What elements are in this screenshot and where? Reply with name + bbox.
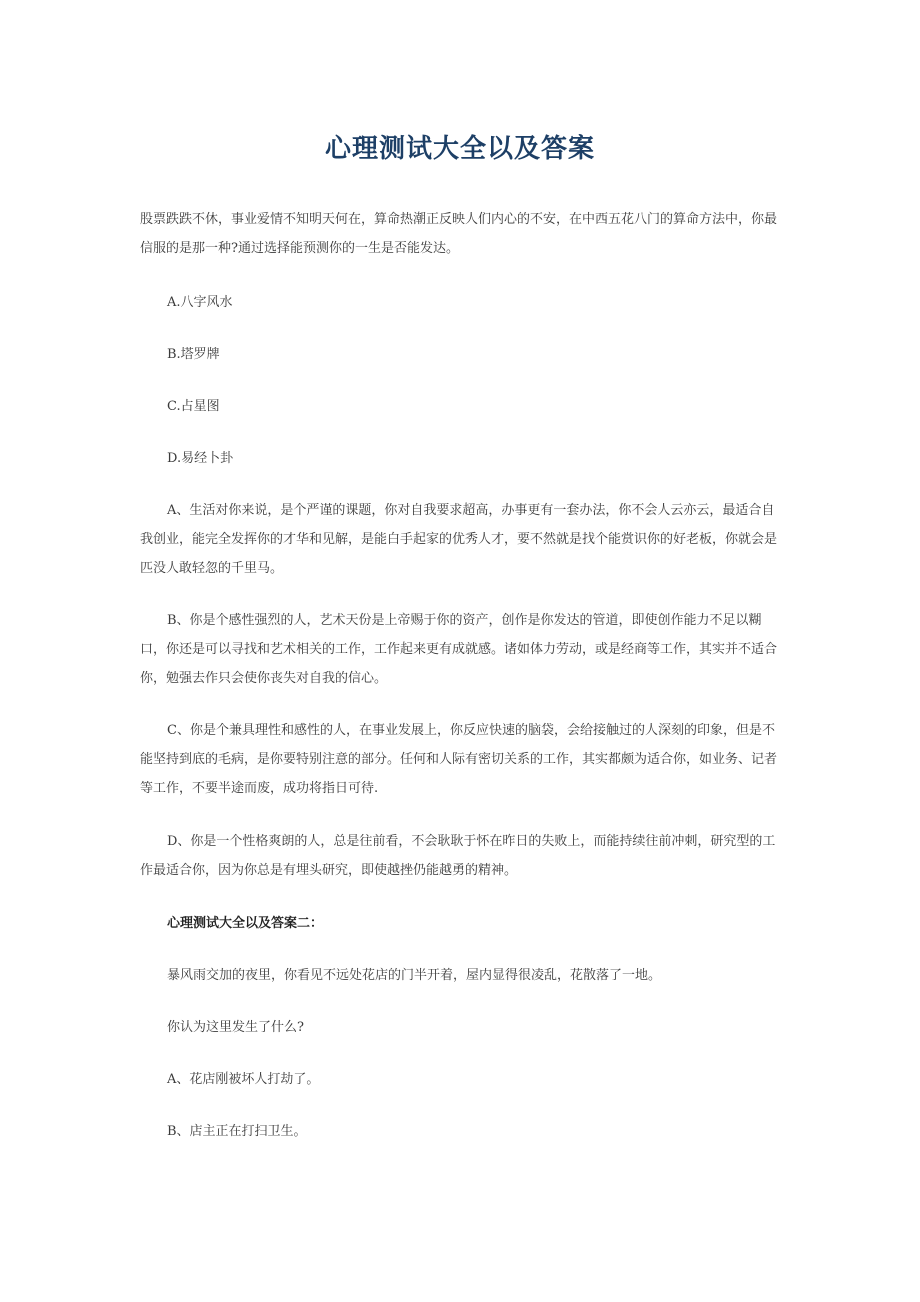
section2-question: 你认为这里发生了什么? [167, 1020, 304, 1035]
option-b: B.塔罗牌 [167, 347, 220, 362]
section2-option-b: B、店主正在打扫卫生。 [167, 1124, 307, 1139]
option-c: C.占星图 [167, 399, 220, 414]
section2-scene: 暴风雨交加的夜里，你看见不远处花店的门半开着，屋内显得很凌乱，花散落了一地。 [167, 968, 662, 983]
answer-a-paragraph: A、生活对你来说，是个严谨的课题，你对自我要求超高，办事更有一套办法，你不会人云亦云，最适合自我创业，能完全发挥你的才华和见解，是能白手起家的优秀人才，要不然就是找个能赏识你的好老板，你就会是匹没人敢轻忽的千里马。 [140, 503, 778, 576]
intro-paragraph: 股票跌跌不休，事业爱情不知明天何在，算命热潮正反映人们内心的不安，在中西五花八门的算命方法中，你最信服的是那一种?通过选择能预测你的一生是否能发达。 [140, 212, 778, 256]
section2-option-a: A、花店刚被坏人打劫了。 [167, 1072, 320, 1087]
page-title: 心理测试大全以及答案 [324, 134, 595, 164]
answer-d-paragraph: D、你是一个性格爽朗的人，总是往前看，不会耿耿于怀在昨日的失败上，而能持续往前冲刺，研究型的工作最适合你，因为你总是有埋头研究，即使越挫仍能越勇的精神。 [140, 834, 776, 878]
option-d: D.易经卜卦 [167, 451, 234, 466]
option-a: A.八字风水 [167, 295, 233, 310]
section2-heading: 心理测试大全以及答案二： [167, 916, 324, 931]
answer-c-paragraph: C、你是个兼具理性和感性的人，在事业发展上，你反应快速的脑袋，会给接触过的人深刻的印象，但是不能坚持到底的毛病，是你要特别注意的部分。任何和人际有密切关系的工作，其实都颇为适合你，如业务、记者等工作，不要半途而废，成功将指日可待. [140, 723, 778, 796]
answer-b-paragraph: B、你是个感性强烈的人，艺术天份是上帝赐于你的资产，创作是你发达的管道，即使创作能力不足以糊口，你还是可以寻找和艺术相关的工作，工作起来更有成就感。诸如体力劳动，或是经商等工作，其实并不适合你，勉强去作只会使你丧失对自我的信心。 [140, 613, 778, 686]
